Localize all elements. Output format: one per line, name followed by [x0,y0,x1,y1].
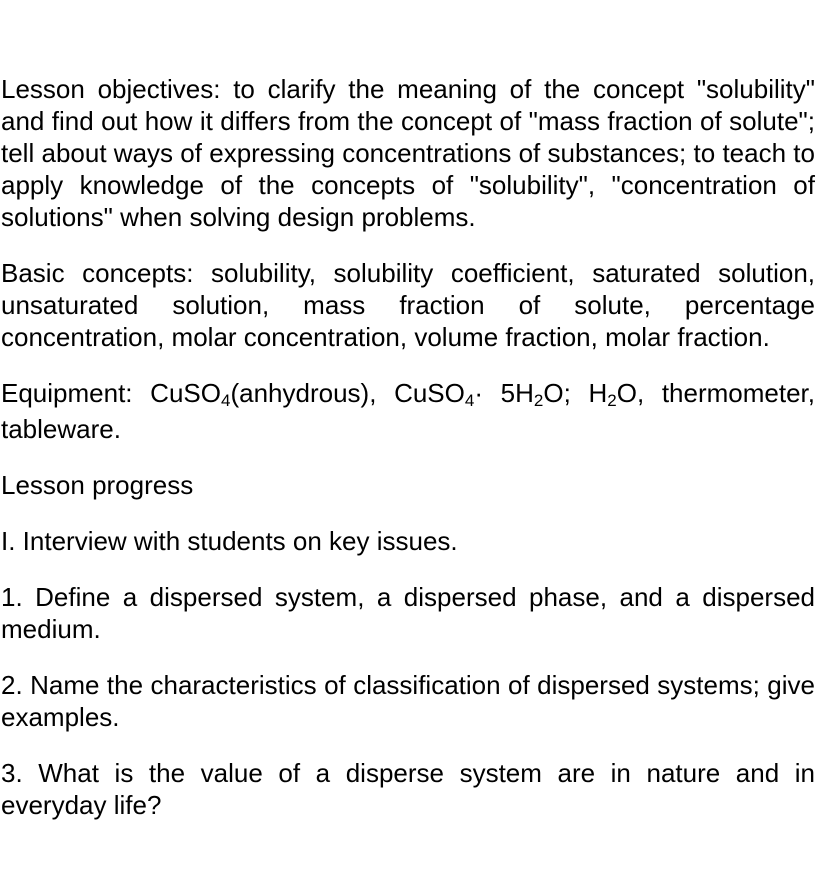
question-1: 1. Define a dispersed system, a dispersed phase, and a dispersed medium. [1,582,815,644]
subscript: 4 [464,391,475,410]
equipment-text: (anhydrous), CuSO [230,378,465,408]
basic-concepts-paragraph: Basic concepts: solubility, solubility coefficient, saturated solution, unsaturated solution, mass fraction of solute, percentage concentration, molar concentration, volume fraction, molar fraction. [1,258,815,352]
interview-heading: I. Interview with students on key issues. [1,526,458,556]
subscript: 4 [220,391,231,410]
lesson-objectives-paragraph: Lesson objectives: to clarify the meaning of the concept "solubility" and find out how it differs from the concept of "mass fraction of solute"; tell about ways of expressing concentrations of substances; to teach to apply knowledge of the concepts of "solubility", "concentration of solutions" when solving design problems. [1,74,815,232]
equipment-text: · 5H [474,378,534,408]
subscript: 2 [533,391,544,410]
question-2: 2. Name the characteristics of classification of dispersed systems; give examples. [1,670,815,732]
document-body [1,73,815,845]
equipment-text: Equipment: CuSO [1,378,221,408]
question-3: 3. What is the value of a disperse system are in nature and in everyday life? [1,758,815,820]
lesson-progress-heading: Lesson progress [1,470,194,500]
subscript: 2 [607,391,617,410]
equipment-paragraph [1,377,815,445]
equipment-text: O; H [543,378,608,408]
equipment-text: O, thermometer, tableware. [1,378,816,444]
